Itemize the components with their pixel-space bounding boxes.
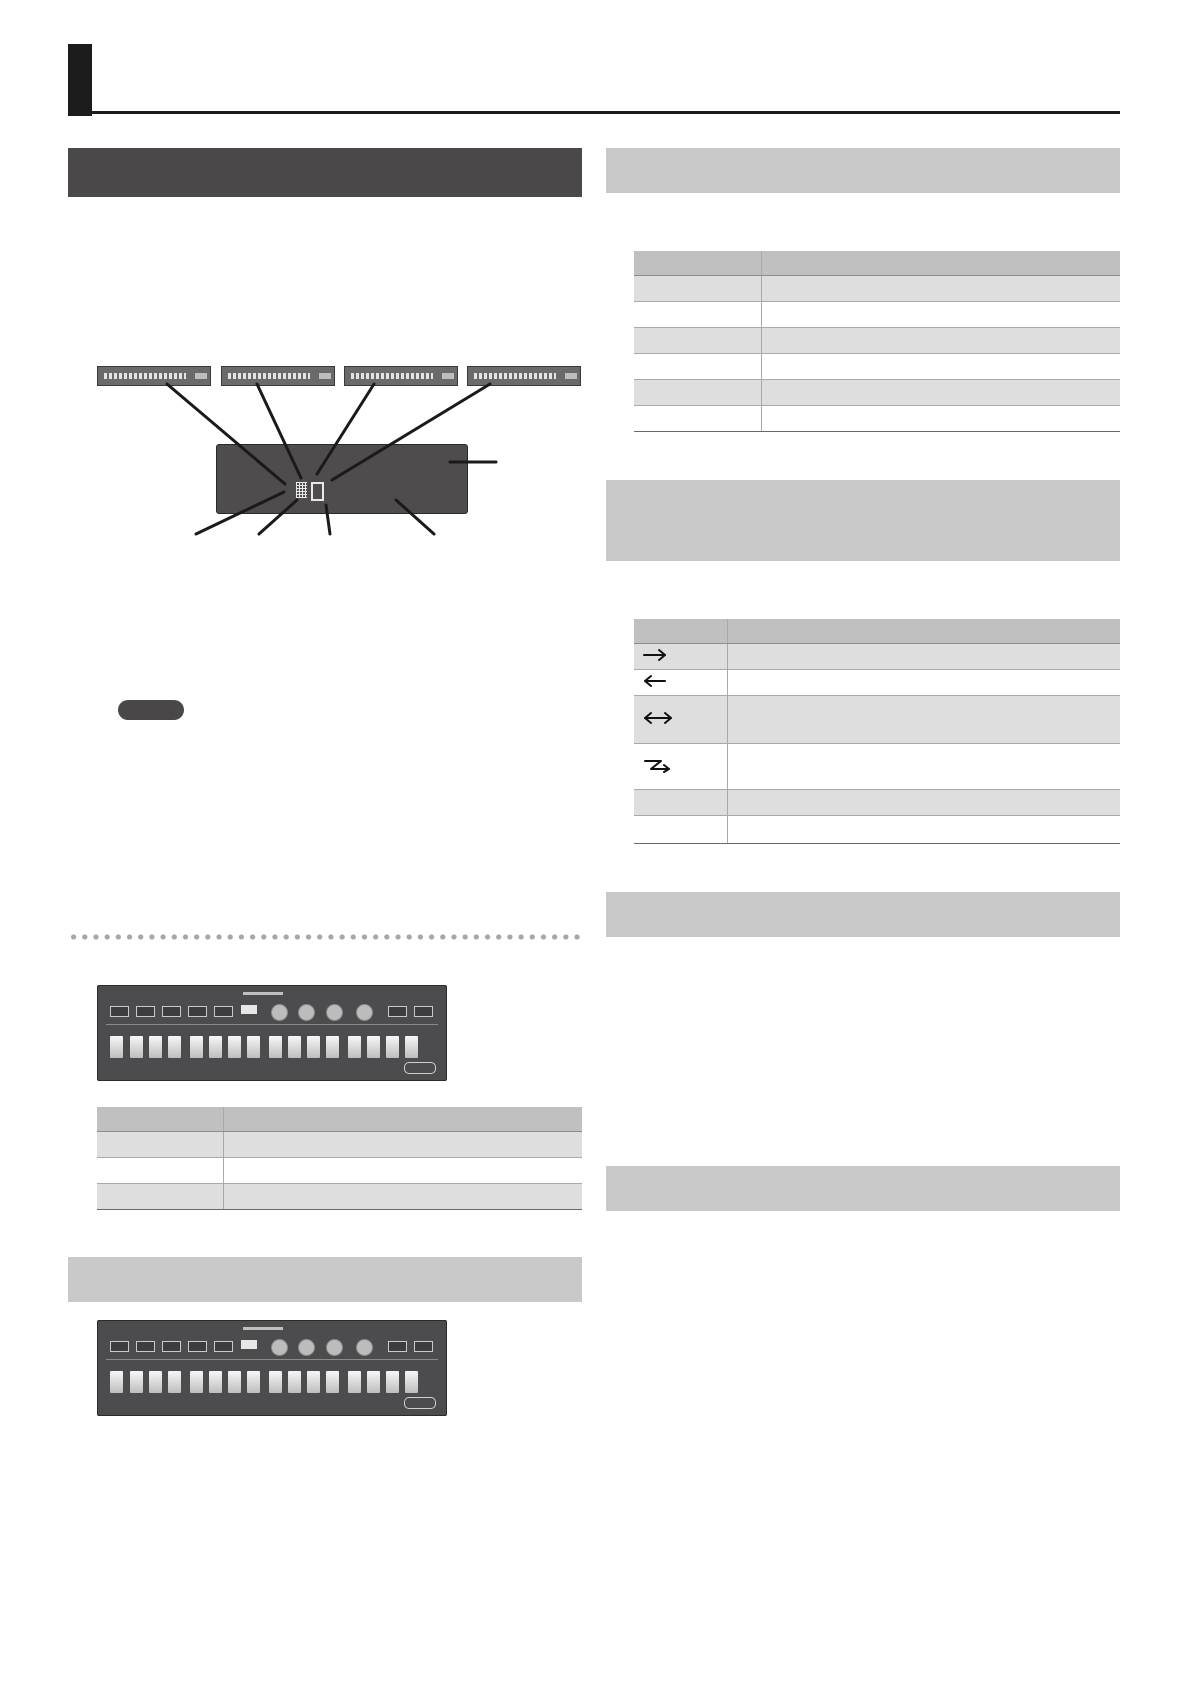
table-row: [634, 789, 1120, 815]
table-row: [634, 301, 1120, 327]
section-header-left-2: [68, 1257, 582, 1302]
table-header-row: [634, 251, 1120, 275]
section-header-right-1: [606, 148, 1120, 193]
table-row: [634, 275, 1120, 301]
table-row: [634, 743, 1120, 789]
table-row: [634, 695, 1120, 743]
table-row: [634, 353, 1120, 379]
arrow-right-icon: [642, 648, 668, 662]
arrow-left-icon: [642, 674, 668, 688]
section-header-right-2: [606, 480, 1120, 561]
section-header-right-4: [606, 1166, 1120, 1211]
section-header-right-3: [606, 892, 1120, 937]
step-sequencer-panel-1: [97, 985, 447, 1081]
right-table-1: [634, 251, 1120, 432]
table-header-row: [634, 619, 1120, 643]
table-row: [97, 1131, 582, 1157]
table-header-row: [97, 1107, 582, 1131]
table-row: [634, 643, 1120, 669]
table-row: [634, 815, 1120, 843]
table-row: [634, 669, 1120, 695]
arrow-left-right-icon: [642, 710, 674, 726]
step-sequencer-panel-2: [97, 1320, 447, 1416]
table-row: [97, 1157, 582, 1183]
dotted-separator: [68, 934, 582, 940]
table-row: [634, 327, 1120, 353]
table-row: [97, 1183, 582, 1209]
right-table-2: [634, 619, 1120, 844]
memo-badge: [118, 700, 184, 720]
random-arrow-icon: [642, 757, 672, 773]
table-row: [634, 405, 1120, 431]
left-table: [97, 1107, 582, 1210]
table-row: [634, 379, 1120, 405]
